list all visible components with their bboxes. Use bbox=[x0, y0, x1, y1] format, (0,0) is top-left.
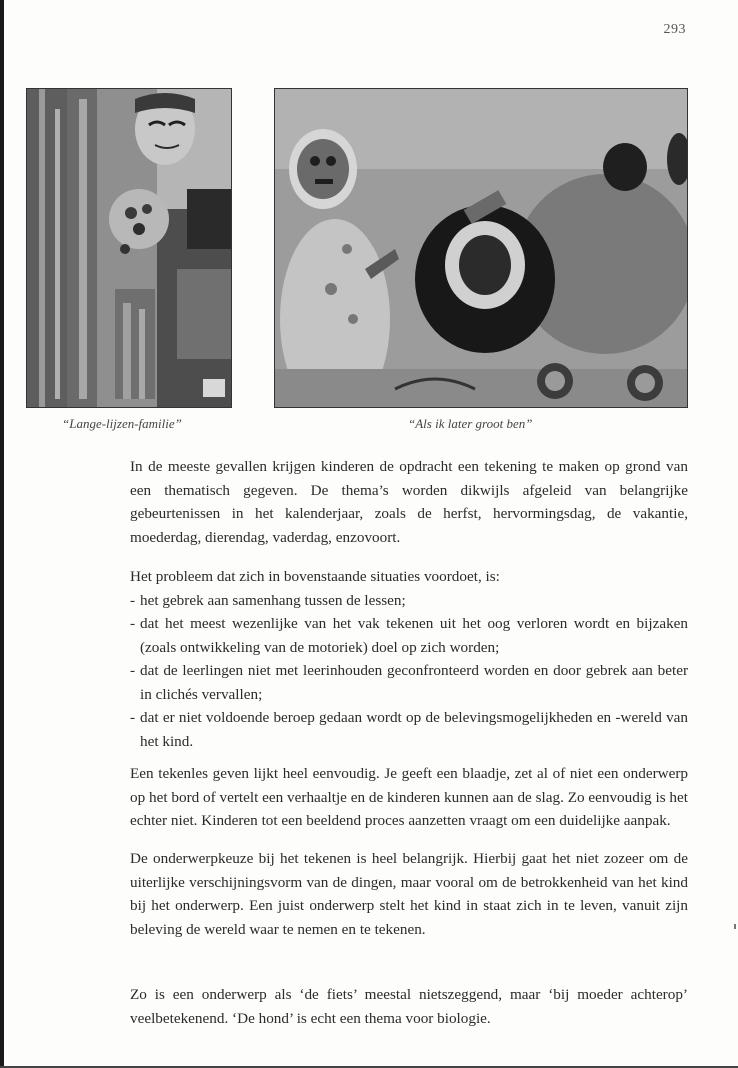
figure-als-ik-later-groot-ben bbox=[274, 88, 688, 408]
paragraph-text: In de meeste gevallen krijgen kinderen de opdracht een tekening te maken op grond van een thematisch gegeven. De thema’s worden dikwijls afgeleid van belangrijke gebeurtenissen in het kalenderjaar, zoals de herfst, hervormingsdag, de vakantie, moederdag, dierendag, vaderdag, enzovoort. bbox=[130, 458, 688, 546]
page-number: 293 bbox=[663, 22, 686, 37]
paragraph-text: De onderwerpkeuze bij het tekenen is heel belangrijk. Hierbij gaat het niet zozeer om de uiterlijke verschijningsvorm van de dingen, maar vooral om de betrokkenheid van het kind bij het onderwerp. Een juist onderwerp stelt het kind in staat zich in te leven, vanuit zijn beleving de wereld waar te nemen en te tekenen. bbox=[130, 850, 688, 938]
drawing-family-illustration bbox=[27, 89, 231, 407]
paragraph-thematic-assignments bbox=[130, 455, 688, 549]
paragraph-examples bbox=[130, 983, 688, 1030]
paragraph-subject-choice bbox=[130, 847, 688, 941]
figure-caption-1: “Lange-lijzen-familie” bbox=[62, 416, 182, 431]
list-item: - dat er niet voldoende beroep gedaan wordt op de belevingsmogelijkheden en -wereld van het kind. bbox=[130, 706, 688, 753]
scan-artifact bbox=[734, 924, 736, 929]
list-item: - dat de leerlingen niet met leerinhouden geconfronteerd worden en door gebrek aan beter in clichés vervallen; bbox=[130, 659, 688, 706]
problems-intro: Het probleem dat zich in bovenstaande situaties voordoet, is: bbox=[130, 568, 500, 585]
list-item: - het gebrek aan samenhang tussen de lessen; bbox=[130, 589, 688, 613]
paragraph-drawing-lesson bbox=[130, 762, 688, 833]
figure-caption-2: “Als ik later groot ben” bbox=[408, 416, 533, 431]
paragraph-text: Een tekenles geven lijkt heel eenvoudig. Je geeft een blaadje, zet al of niet een onderwerp op het bord of vertelt een verhaaltje en de kinderen kunnen aan de slag. Zo eenvoudig is het echter niet. Kinderen tot een beeldend proces aanzetten vraagt om een duidelijke aanpak. bbox=[130, 765, 688, 829]
drawing-future-self-illustration bbox=[275, 89, 687, 407]
paragraph-problems bbox=[130, 565, 688, 753]
scan-edge bbox=[0, 0, 4, 1068]
paragraph-text: Zo is een onderwerp als ‘de fiets’ meestal nietszeggend, maar ‘bij moeder achterop’ veelbetekenend. ‘De hond’ is echt een thema voor biologie. bbox=[130, 986, 688, 1027]
problems-list bbox=[130, 589, 688, 754]
figure-lange-lijzen-familie bbox=[26, 88, 232, 408]
list-item: - dat het meest wezenlijke van het vak tekenen uit het oog verloren wordt en bijzaken (zoals ontwikkeling van de motoriek) doel op zich worden; bbox=[130, 612, 688, 659]
